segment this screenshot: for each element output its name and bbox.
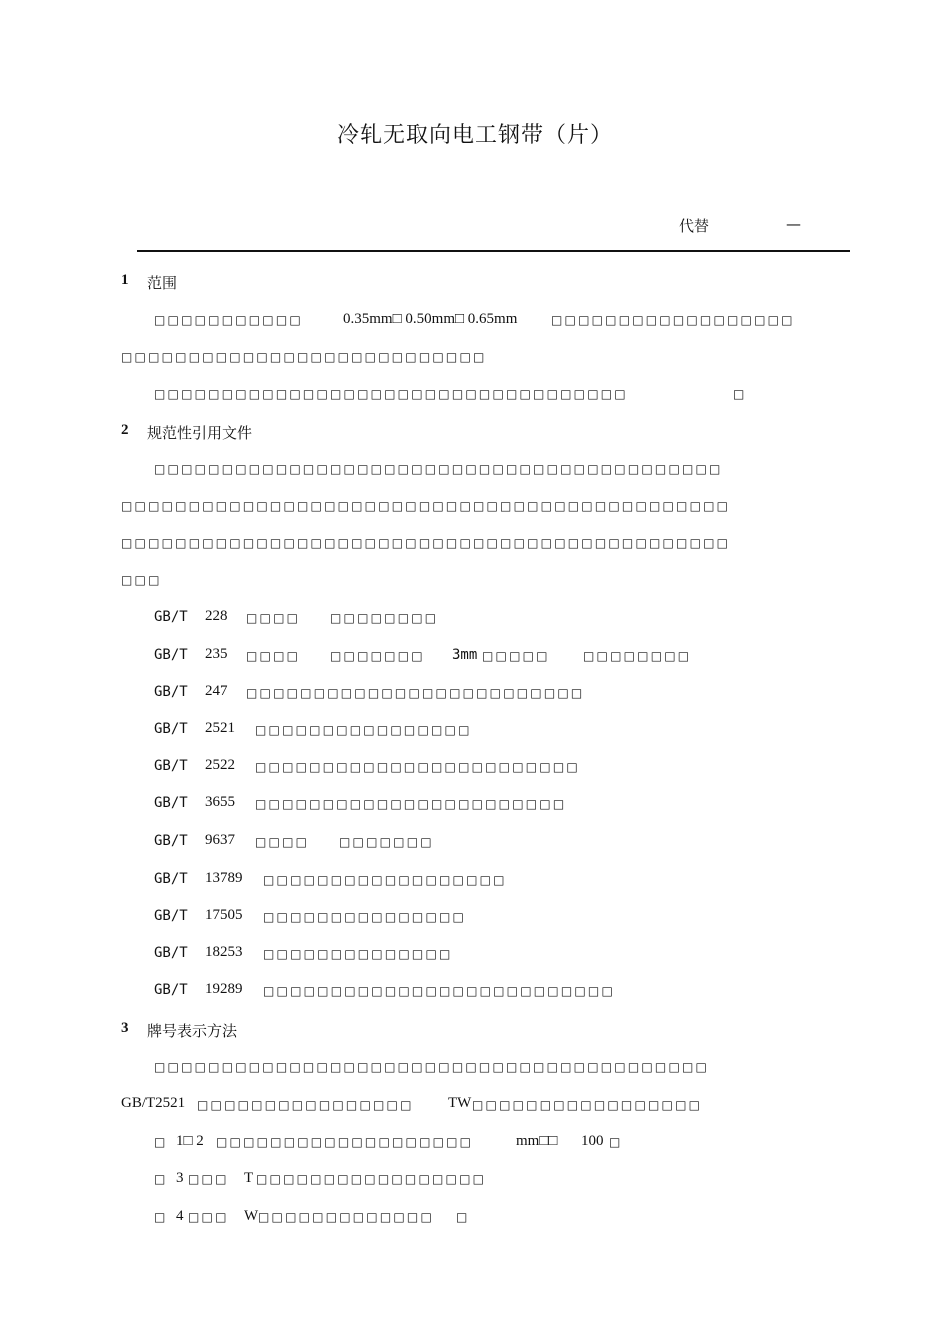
ref-code: GB/T: [154, 945, 188, 961]
ref-code: GB/T: [154, 758, 188, 774]
scope-para-1b: □□□□□□□□□□□□□□□□□□: [551, 313, 795, 327]
ref-name: □□□□: [246, 611, 301, 625]
ref-name: □□□□□□□□□□□□□□□: [263, 910, 467, 924]
section-1-title: 范围: [147, 274, 178, 292]
scope-thickness: 0.35mm□ 0.50mm□ 0.65mm: [343, 311, 518, 327]
grade-standard-code: GB/T2521: [121, 1095, 186, 1111]
norm-intro-1: □□□□□□□□□□□□□□□□□□□□□□□□□□□□□□□□□□□□□□□□□□: [154, 462, 723, 476]
ref-number: 3655: [205, 794, 235, 810]
grade-line-2-text: □□□: [188, 1172, 229, 1186]
ref-number: 17505: [205, 907, 243, 923]
grade-line-3-end: □: [456, 1210, 470, 1224]
grade-line-1-text: □□□□□□□□□□□□□□□□□□□: [216, 1135, 474, 1149]
ref-code: GB/T: [154, 609, 188, 625]
ref-name-2: □□□□□□□□: [330, 611, 439, 625]
scope-para-2: □□□□□□□□□□□□□□□□□□□□□□□□□□□: [121, 350, 487, 364]
grade-para-1: □□□□□□□□□□□□□□□□□□□□□□□□□□□□□□□□□□□□□□□□□: [154, 1060, 710, 1074]
ref-code: GB/T: [154, 647, 188, 663]
scope-para-1a: □□□□□□□□□□□: [154, 313, 303, 327]
grade-line-3-desc: □□□□□□□□□□□□□: [258, 1210, 434, 1224]
grade-line-2-digit: 3: [176, 1170, 184, 1186]
grade-line-3-letter: W: [244, 1208, 259, 1224]
grade-line-3-digit: 4: [176, 1208, 184, 1224]
replace-dash: —: [786, 215, 801, 233]
replace-label: 代替: [679, 217, 710, 235]
ref-number: 228: [205, 608, 228, 624]
ref-code: GB/T: [154, 908, 188, 924]
ref-number: 18253: [205, 944, 243, 960]
norm-intro-4: □□□: [121, 573, 162, 587]
grade-line-1-digits: 1□ 2: [176, 1133, 204, 1149]
ref-number: 2521: [205, 720, 235, 736]
ref-thickness: 3mm: [452, 647, 478, 663]
ref-number: 247: [205, 683, 228, 699]
grade-line-1-value: 100: [581, 1133, 604, 1149]
ref-name-3: □□□□□: [482, 649, 550, 663]
grade-line-1-bullet: □: [154, 1135, 168, 1149]
ref-name-4: □□□□□□□□: [583, 649, 692, 663]
scope-para-3-end: □: [733, 387, 747, 401]
ref-name: □□□□: [255, 835, 310, 849]
grade-line-1-unit: mm□□: [516, 1133, 558, 1149]
grade-prefix-tw: TW: [448, 1095, 472, 1111]
ref-name-2: □□□□□□□: [339, 835, 434, 849]
grade-line-2-bullet: □: [154, 1172, 168, 1186]
ref-name: □□□□: [246, 649, 301, 663]
norm-intro-2: □□□□□□□□□□□□□□□□□□□□□□□□□□□□□□□□□□□□□□□□□□□□□: [121, 499, 731, 513]
grade-line-3-text: □□□: [188, 1210, 229, 1224]
ref-code: GB/T: [154, 833, 188, 849]
ref-name: □□□□□□□□□□□□□□□□□□: [263, 873, 507, 887]
grade-line-2-desc: □□□□□□□□□□□□□□□□□: [256, 1172, 487, 1186]
ref-number: 235: [205, 646, 228, 662]
ref-code: GB/T: [154, 795, 188, 811]
scope-para-3: □□□□□□□□□□□□□□□□□□□□□□□□□□□□□□□□□□□: [154, 387, 628, 401]
section-2-number: 2: [121, 422, 129, 438]
ref-number: 19289: [205, 981, 243, 997]
ref-name: □□□□□□□□□□□□□□□□: [255, 723, 472, 737]
ref-code: GB/T: [154, 684, 188, 700]
section-1-number: 1: [121, 272, 129, 288]
ref-name: □□□□□□□□□□□□□□□□□□□□□□□□: [255, 760, 580, 774]
section-3-number: 3: [121, 1020, 129, 1036]
ref-name: □□□□□□□□□□□□□□: [263, 947, 453, 961]
ref-code: GB/T: [154, 982, 188, 998]
norm-intro-3: □□□□□□□□□□□□□□□□□□□□□□□□□□□□□□□□□□□□□□□□□□□□□: [121, 536, 731, 550]
grade-line-3-bullet: □: [154, 1210, 168, 1224]
document-title: 冷轧无取向电工钢带（片）: [336, 123, 613, 148]
grade-para-2d: □□□□□□□□□□□□□□□□□: [472, 1098, 703, 1112]
grade-line-2-letter: T: [244, 1170, 254, 1186]
section-3-title: 牌号表示方法: [147, 1022, 238, 1040]
ref-name-2: □□□□□□□: [330, 649, 425, 663]
section-2-title: 规范性引用文件: [147, 424, 253, 442]
grade-para-2b: □□□□□□□□□□□□□□□□: [197, 1098, 414, 1112]
ref-name: □□□□□□□□□□□□□□□□□□□□□□□: [255, 797, 567, 811]
ref-number: 9637: [205, 832, 235, 848]
ref-number: 2522: [205, 757, 235, 773]
ref-number: 13789: [205, 870, 243, 886]
ref-name: □□□□□□□□□□□□□□□□□□□□□□□□□: [246, 686, 585, 700]
ref-code: GB/T: [154, 721, 188, 737]
grade-line-1-end: □: [609, 1135, 623, 1149]
ref-name: □□□□□□□□□□□□□□□□□□□□□□□□□□: [263, 984, 615, 998]
ref-code: GB/T: [154, 871, 188, 887]
header-rule: [137, 250, 850, 252]
